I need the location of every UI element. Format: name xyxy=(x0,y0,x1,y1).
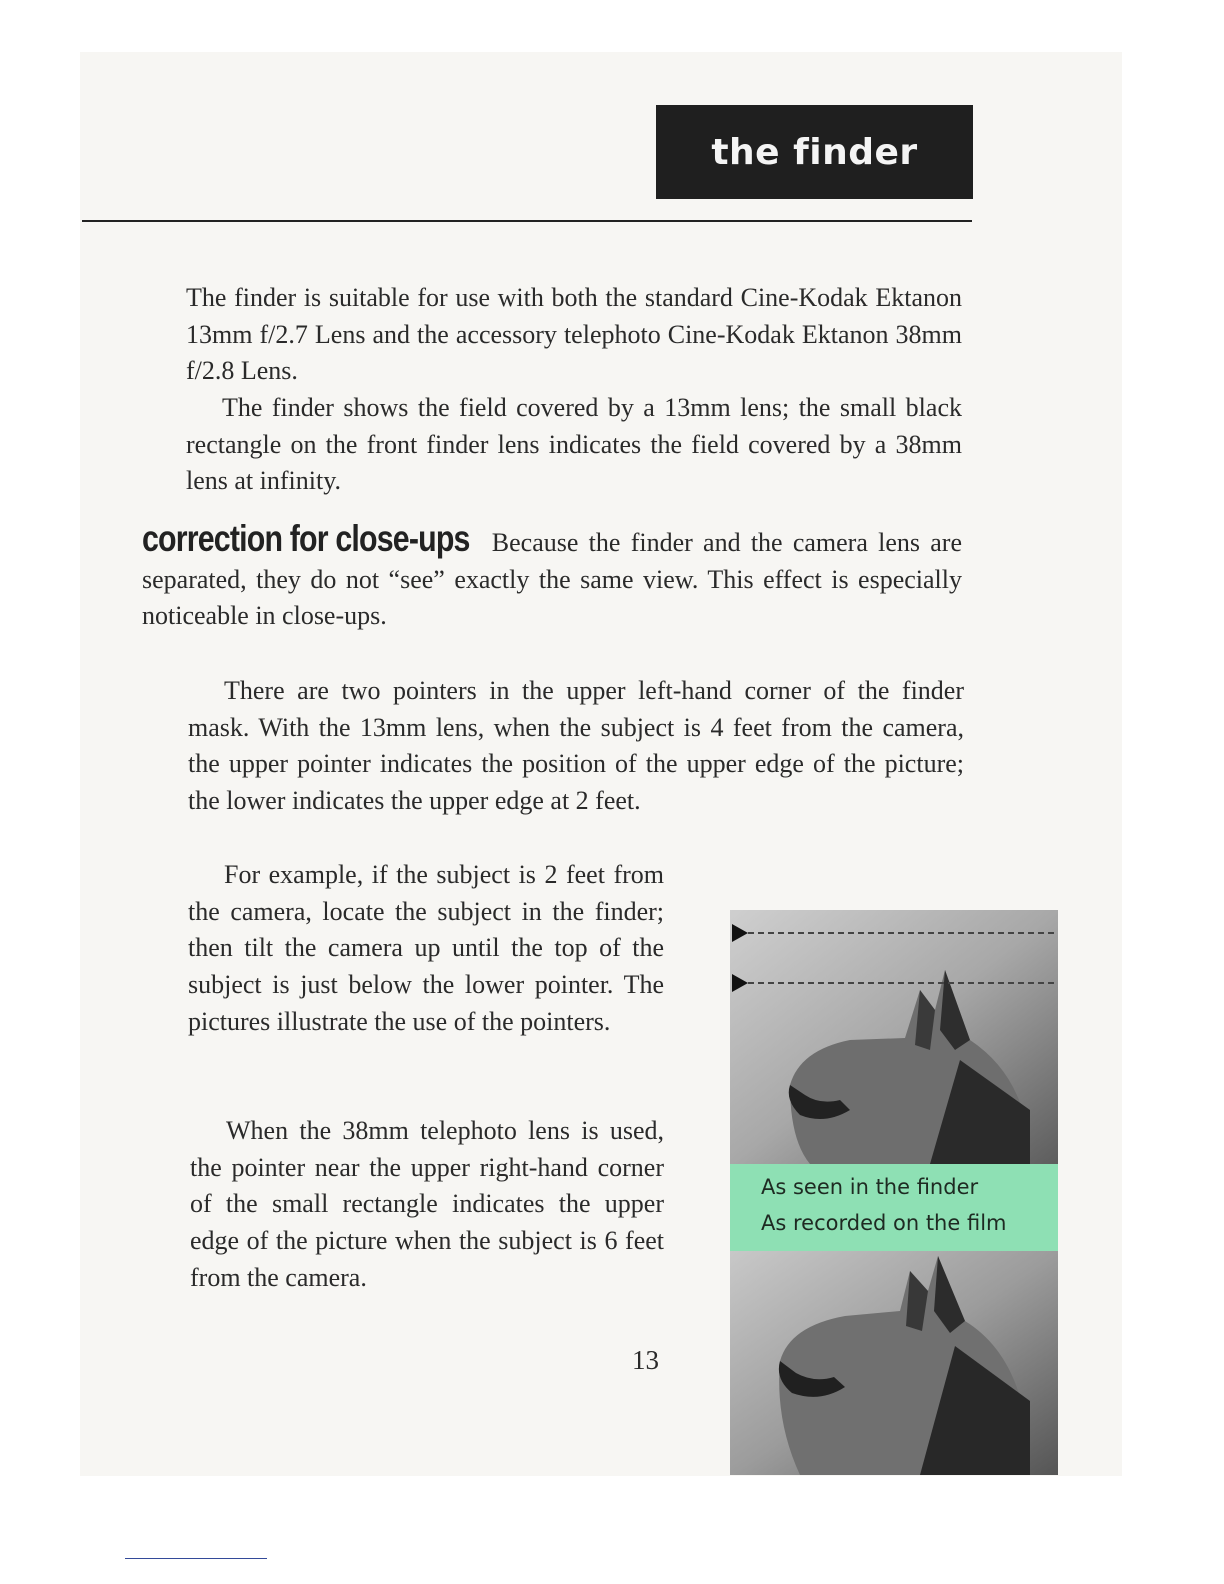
film-view-photo xyxy=(730,1251,1058,1475)
header-rule xyxy=(82,220,972,222)
section-title-block xyxy=(656,105,973,199)
paragraph-finder-field: The finder shows the field covered by a 13mm lens; the small black rectangle on the front finder lens indicates the field covered by a 38mm lens at infinity. xyxy=(186,393,962,496)
lower-pointer-icon xyxy=(732,974,748,992)
upper-pointer-line xyxy=(748,932,1054,934)
paragraph-finder-lenses: The finder is suitable for use with both the standard Cine-Kodak Ektanon 13mm f/2.7 Lens and the accessory telephoto Cine-Kodak Ektanon 38mm f/2.8 Lens. xyxy=(186,283,962,386)
dog-head-image xyxy=(730,910,1058,1164)
close-up-section xyxy=(142,518,963,635)
dog-photo-figure xyxy=(730,910,1058,1475)
upper-pointer-icon xyxy=(732,924,748,942)
caption-finder: As seen in the finder xyxy=(761,1175,979,1199)
dog-head-image-film xyxy=(730,1251,1058,1475)
page-number: 13 xyxy=(632,1345,659,1375)
paragraph-telephoto: When the 38mm telephoto lens is used, the pointer near the upper right-hand corner of the small rectangle indicates the upper edge of the picture when the subject is 6 feet from the camera. xyxy=(190,1116,664,1292)
paragraph-pointers: There are two pointers in the upper left-hand corner of the finder mask. With the 13mm lens, when the subject is 4 feet from the camera, the upper pointer indicates the position of the upper edge of the picture; the lower indicates the upper edge at 2 feet. xyxy=(188,676,964,816)
paragraph-close-ups xyxy=(142,518,963,635)
footnote-rule xyxy=(125,1558,267,1559)
finder-view-photo xyxy=(730,910,1058,1164)
paragraph-example: For example, if the subject is 2 feet from the camera, locate the subject in the finder; then tilt the camera up until the top of the subject is just below the lower pointer. The pictures illustrate the use of the pointers. xyxy=(188,860,664,1036)
lower-pointer-line xyxy=(748,982,1054,984)
paragraph-close-ups-text: Because the finder and the camera lens are separated, they do not “see” exactly the same view. This effect is especially noticeable in close-ups. xyxy=(142,528,963,631)
section-title: the finder xyxy=(711,131,918,173)
section-heading: correction for close-ups xyxy=(142,518,470,559)
caption-film: As recorded on the film xyxy=(761,1211,1007,1235)
